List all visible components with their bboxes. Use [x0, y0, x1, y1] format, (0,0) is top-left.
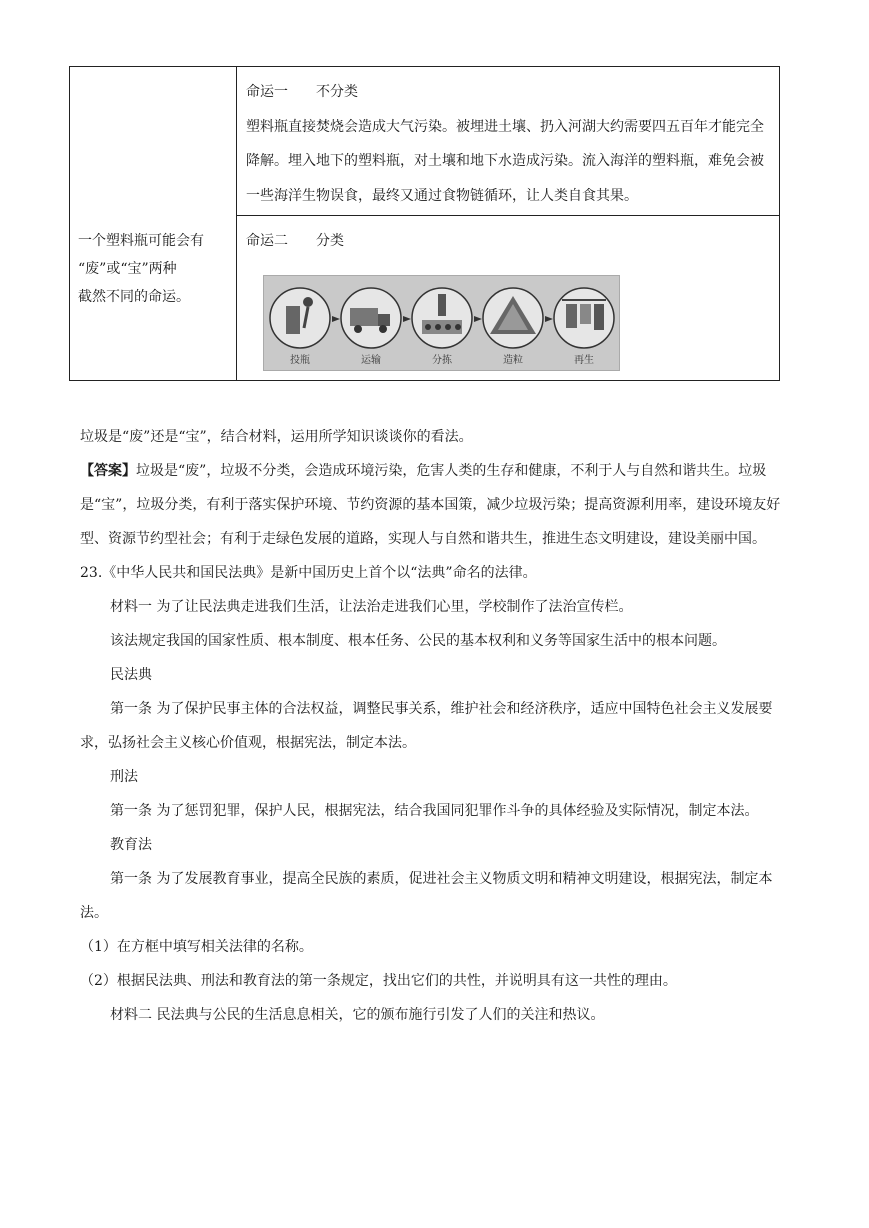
answer-text: 垃圾是“废”，垃圾不分类，会造成环境污染，危害人类的生存和健康，不利于人与自然和谐共生。垃圾是“宝”，垃圾分类，有利于落实保护环境、节约资源的基本国策，减少垃圾污染；提高资源利用率，建设环境友好型、资源节约型社会；有利于走绿色发展的道路，实现人与自然和谐共生，推进生态文明建设，建设美丽中国。 — [80, 463, 781, 547]
fate2-title: 命运二 — [246, 233, 288, 249]
step-throw-bottle-icon — [270, 288, 330, 348]
step-label: 投瓶 — [290, 355, 310, 366]
step-label: 运输 — [361, 355, 381, 366]
left-cell-line: 截然不同的命运。 — [78, 289, 190, 305]
sub-question-1: （1）在方框中填写相关法律的名称。 — [80, 939, 313, 955]
education-law-article: 第一条 为了发展教育事业，提高全民族的素质，促进社会主义物质文明和精神文明建设，根据宪法，制定本法。 — [80, 871, 773, 921]
step-transport-truck-icon — [341, 288, 401, 348]
material-one-box-text: 该法规定我国的国家性质、根本制度、根本任务、公民的基本权利和义务等国家生活中的根本问题。 — [110, 633, 726, 649]
sub-question-2: （2）根据民法典、刑法和教育法的第一条规定，找出它们的共性，并说明具有这一共性的理由。 — [80, 973, 677, 989]
criminal-law-title: 刑法 — [110, 769, 138, 785]
education-law-title: 教育法 — [110, 837, 152, 853]
fate-table — [69, 66, 780, 381]
fate1-text: 塑料瓶直接焚烧会造成大气污染。被埋进土壤、扔入河湖大约需要四五百年才能完全降解。埋入地下的塑料瓶，对土壤和地下水造成污染。流入海洋的塑料瓶，难免会被一些海洋生物误食，最终又通过食物链循环，让人类自食其果。 — [246, 118, 764, 204]
step-sorting-icon — [412, 288, 472, 348]
criminal-law-article: 第一条 为了惩罚犯罪，保护人民，根据宪法，结合我国同犯罪作斗争的具体经验及实际情况，制定本法。 — [110, 803, 759, 819]
table-divider-vertical — [236, 67, 237, 380]
left-cell-line: 一个塑料瓶可能会有 — [78, 233, 204, 249]
left-cell-line: “废”或“宝”两种 — [78, 261, 177, 277]
civil-code-article: 第一条 为了保护民事主体的合法权益，调整民事关系，维护社会和经济秩序，适应中国特色社会主义发展要求，弘扬社会主义核心价值观，根据宪法，制定本法。 — [80, 701, 773, 751]
fate1-title: 命运一 — [246, 84, 288, 100]
q23-intro: 23.《中华人民共和国民法典》是新中国历史上首个以“法典”命名的法律。 — [80, 565, 537, 581]
answer-paragraph — [80, 454, 792, 556]
answer-label: 【答案】 — [80, 463, 136, 479]
document-body — [80, 420, 792, 1032]
fate1-cell — [246, 75, 774, 213]
material-two: 材料二 民法典与公民的生活息息相关，它的颁布施行引发了人们的关注和热议。 — [110, 1007, 605, 1023]
recycling-process-figure — [263, 275, 620, 371]
step-label: 造粒 — [503, 355, 523, 366]
material-one: 材料一 为了让民法典走进我们生活，让法治走进我们心里，学校制作了法治宣传栏。 — [110, 599, 633, 615]
question-text: 垃圾是“废”还是“宝”，结合材料，运用所学知识谈谈你的看法。 — [80, 429, 473, 445]
fate2-cell — [246, 227, 774, 255]
fate1-subtitle: 不分类 — [316, 84, 358, 100]
table-left-cell — [78, 227, 228, 311]
step-label: 再生 — [574, 355, 594, 366]
fate2-heading — [246, 227, 774, 255]
fate1-heading — [246, 75, 774, 110]
civil-code-title: 民法典 — [110, 667, 152, 683]
step-granulation-icon — [483, 288, 543, 348]
step-label: 分拣 — [432, 355, 452, 366]
table-divider-horizontal — [236, 215, 779, 216]
fate2-subtitle: 分类 — [316, 233, 344, 249]
step-regeneration-clothes-icon — [554, 288, 614, 348]
